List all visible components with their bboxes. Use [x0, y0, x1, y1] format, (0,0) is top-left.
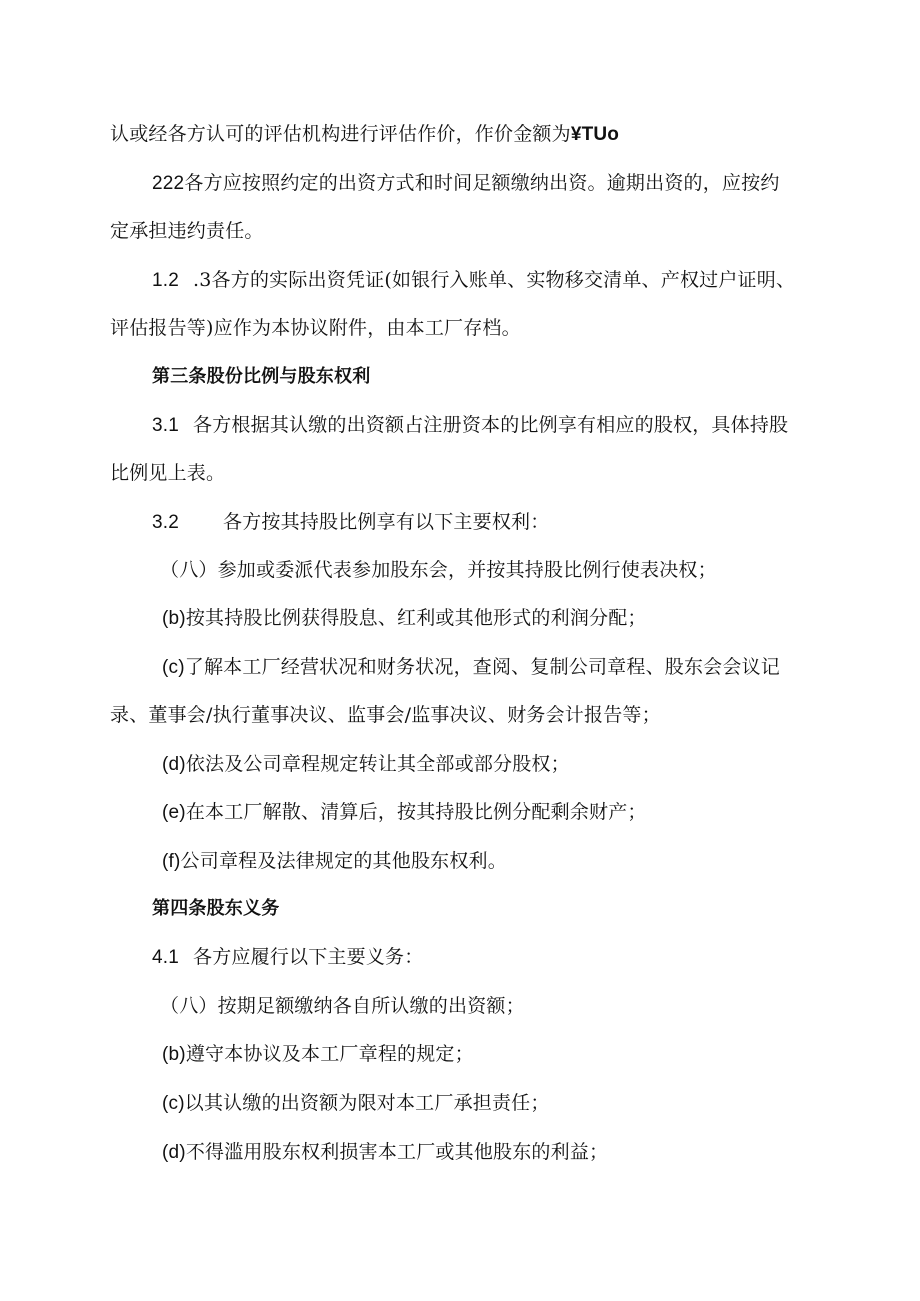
item-marker: (f) — [162, 851, 181, 872]
item-marker: (e) — [162, 802, 186, 823]
clause-1-2 — [152, 268, 795, 293]
item-text-continued: 录、董事会/执行董事决议、监事会/监事决议、财务会计报告等； — [110, 704, 661, 726]
clause-number: 4.1 — [152, 947, 180, 968]
article-4-heading: 第四条股东义务 — [152, 898, 280, 919]
clause-number: 222 — [152, 173, 185, 194]
clause-3-2 — [152, 510, 549, 535]
clause-number: 3.2 — [152, 512, 180, 533]
item-text: 参加或委派代表参加股东会，并按其持股比例行使表决权； — [217, 559, 717, 581]
item-marker: (d) — [162, 1142, 186, 1163]
item-marker: (b) — [162, 608, 186, 629]
item-text: 按期足额缴纳各自所认缴的出资额； — [217, 995, 525, 1017]
duties-item-d — [162, 1140, 608, 1165]
clause-2-2-2-continuation — [110, 219, 264, 243]
valuation-amount: ¥TUo — [570, 124, 620, 145]
clause-text: 各方应按照约定的出资方式和时间足额缴纳出资。逾期出资的，应按约 — [184, 172, 780, 194]
item-marker: （八） — [160, 995, 218, 1017]
clause-number: 3.1 — [152, 415, 180, 436]
clause-text-continued: 比例见上表。 — [110, 462, 226, 484]
item-text: 公司章程及法律规定的其他股东权利。 — [180, 850, 507, 872]
clause-2-2-2 — [152, 171, 780, 196]
item-text: 在本工厂解散、清算后，按其持股比例分配剩余财产； — [185, 801, 647, 823]
clause-text: 各方应履行以下主要义务： — [193, 946, 424, 968]
valuation-text: 认或经各方认可的评估机构进行评估作价，作价金额为 — [110, 123, 571, 145]
duties-item-b — [162, 1042, 474, 1067]
item-text: 不得滥用股东权利损害本工厂或其他股东的利益； — [185, 1141, 609, 1163]
item-text: 依法及公司章程规定转让其全部或部分股权； — [185, 753, 570, 775]
item-marker: (c) — [162, 657, 185, 678]
item-marker: (c) — [162, 1093, 185, 1114]
rights-item-f — [162, 849, 507, 874]
clause-text: 各方按其持股比例享有以下主要权利： — [223, 511, 550, 533]
rights-item-d — [162, 752, 570, 777]
clause-text: .3各方的实际出资凭证(如银行入账单、实物移交清单、产权过户证明、 — [193, 269, 796, 291]
item-text: 了解本工厂经营状况和财务状况，查阅、复制公司章程、股东会会议记 — [184, 656, 780, 678]
rights-item-c-continuation — [110, 703, 661, 727]
item-text: 遵守本协议及本工厂章程的规定； — [185, 1043, 474, 1065]
item-marker: (d) — [162, 754, 186, 775]
rights-item-a — [160, 558, 717, 582]
clause-1-2-continuation — [110, 316, 521, 340]
duties-item-a — [160, 994, 525, 1018]
rights-item-b — [162, 606, 647, 631]
item-marker: （八） — [160, 559, 218, 581]
clause-text-continued: 定承担违约责任。 — [110, 220, 264, 242]
clause-3-1 — [152, 413, 788, 438]
clause-text: 各方根据其认缴的出资额占注册资本的比例享有相应的股权，具体持股 — [193, 414, 789, 436]
duties-item-c — [162, 1091, 550, 1116]
article-3-heading: 第三条股份比例与股东权利 — [152, 366, 371, 387]
rights-item-c — [162, 655, 780, 680]
paragraph-valuation — [110, 122, 619, 147]
clause-text-continued: 评估报告等)应作为本协议附件，由本工厂存档。 — [110, 317, 521, 339]
item-text: 按其持股比例获得股息、红利或其他形式的利润分配； — [185, 607, 647, 629]
rights-item-e — [162, 800, 647, 825]
clause-number: 1.2 — [152, 270, 180, 291]
item-marker: (b) — [162, 1044, 186, 1065]
clause-4-1 — [152, 945, 423, 970]
item-text: 以其认缴的出资额为限对本工厂承担责任； — [184, 1092, 550, 1114]
clause-3-1-continuation — [110, 461, 225, 485]
